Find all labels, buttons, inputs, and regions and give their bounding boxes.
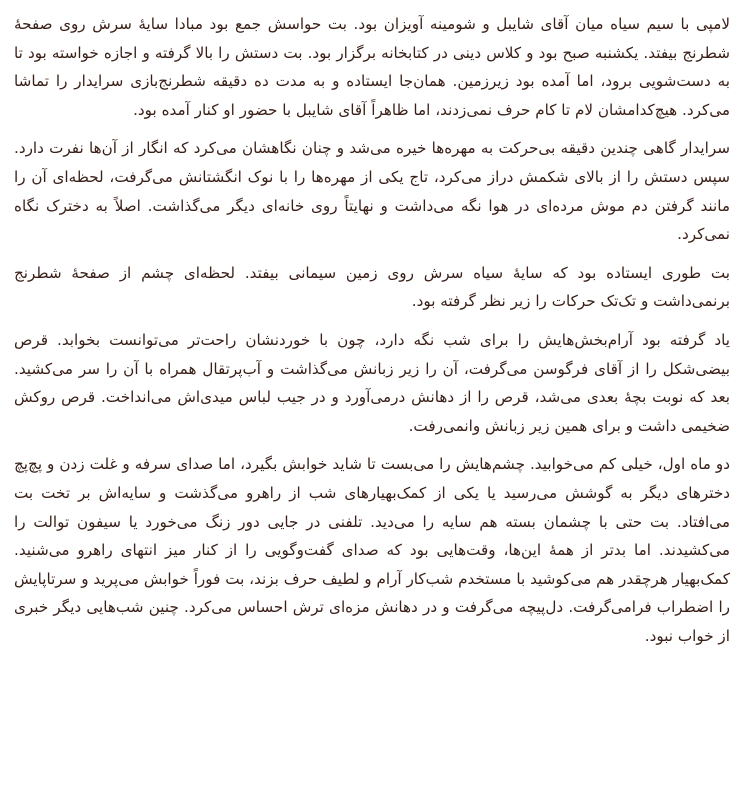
paragraph-1: لامپی با سیم سیاه میان آقای شایبل و شومینه آویزان بود. بت حواسش جمع بود مبادا سایهٔ سرش روی صفحهٔ شطرنج بیفتد. یکشنبه صبح بود و کلاس دینی در کتابخانه برگزار بود. بت دستش را بالا گرفته و اجازه خواسته بود تا به دست‌شویی برود، اما آمده بود زیرزمین. همان‌جا ایستاده و به مدت ده دقیقه شطرنج‌بازی سرایدار را تماشا می‌کرد. هیچ‌کدامشان لام تا کام حرف نمی‌زدند، اما ظاهراً آقای شایبل با حضور او کنار آمده بود. [14,15,730,119]
paragraph-4: یاد گرفته بود آرام‌بخش‌هایش را برای شب نگه دارد، چون با خوردنشان راحت‌تر می‌توانست بخوابد. قرص بیضی‌شکل را از آقای فرگوسن می‌گرفت، آن را زیر زبانش می‌گذاشت و آب‌پرتقال همراه با آن را سر می‌کشید. بعد که نوبت بچهٔ بعدی می‌شد، قرص را از دهانش درمی‌آورد و در جیب لباس میدی‌اش می‌انداخت. قرص روکش ضخیمی داشت و برای همین زیر زبانش وانمی‌رفت. [14,330,730,435]
paragraph-5: دو ماه اول، خیلی کم می‌خوابید. چشم‌هایش را می‌بست تا شاید خوابش بگیرد، اما صدای سرفه و غلت زدن و پچ‌پچ دخترهای دیگر به گوشش می‌رسید یا یکی از کمک‌بهیارهای شب از راهرو می‌گذشت و سایه‌اش بر تخت بت می‌افتاد. بت حتی با چشمان بسته هم سایه را می‌دید. تلفنی در جایی دور زنگ می‌خورد یا سیفون توالت را می‌کشیدند. اما بدتر از همهٔ این‌ها، وقت‌هایی بود که صدای گفت‌وگویی را از کنار میز انتهای راهرو می‌شنید. کمک‌بهیار هرچقدر هم می‌کوشید با مستخدم شب‌کار آرام و لطیف حرف بزند، بت فوراً خوابش می‌پرید و سرتاپایش را اضطراب فرامی‌گرفت. دل‌پیچه می‌گرفت و در دهانش مزه‌ای ترش احساس می‌کرد. چنین شب‌هایی دیگر خبری از خواب نبود. [14,455,730,645]
paragraph-2: سرایدار گاهی چندین دقیقه بی‌حرکت به مهره‌ها خیره می‌شد و چنان نگاهشان می‌کرد که انگار از آن‌ها نفرت دارد. سپس دستش را از بالای شکمش دراز می‌کرد، تاج یکی از مهره‌ها را با نوک انگشتانش می‌گرفت، لحظه‌ای آن را مانند گرفتن دم موش مرده‌ای در هوا نگه می‌داشت و نهایتاً روی خانه‌ای دیگر می‌گذاشت. اصلاً به دخترک نگاه نمی‌کرد. [14,139,730,244]
paragraph-3: بت طوری ایستاده بود که سایهٔ سیاه سرش روی زمین سیمانی بیفتد. لحظه‌ای چشم از صفحهٔ شطرنج برنمی‌داشت و تک‌تک حرکات را زیر نظر گرفته بود. [14,263,730,311]
